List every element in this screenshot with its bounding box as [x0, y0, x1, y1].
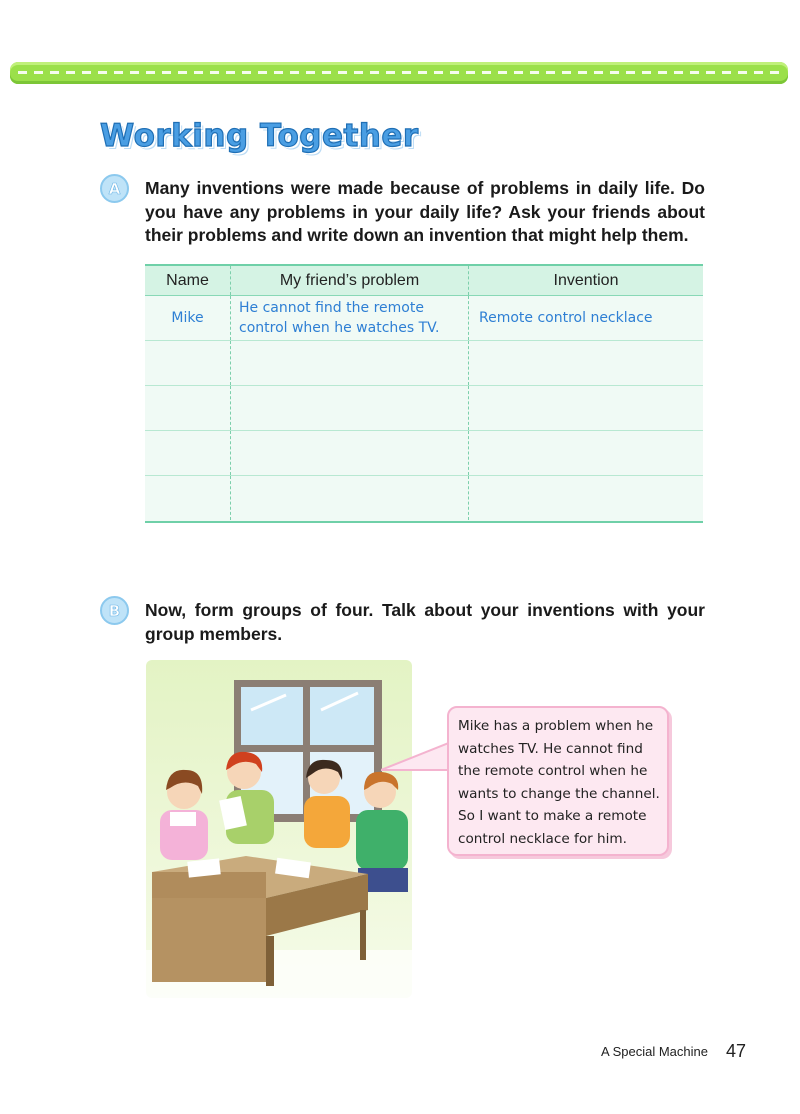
speech-bubble: [447, 706, 669, 856]
problem-cell[interactable]: [231, 476, 469, 520]
table-row: [145, 296, 703, 341]
student-girl: [160, 770, 208, 860]
example-name: Mike: [145, 296, 231, 340]
invention-cell[interactable]: [469, 341, 703, 385]
table-row[interactable]: [145, 341, 703, 386]
problem-cell[interactable]: [231, 431, 469, 475]
table-row[interactable]: [145, 431, 703, 476]
problem-cell[interactable]: [231, 341, 469, 385]
decorative-stripe: [10, 62, 788, 84]
name-cell[interactable]: [145, 386, 231, 430]
invention-cell[interactable]: [469, 386, 703, 430]
name-cell[interactable]: [145, 431, 231, 475]
header-problem: My friend’s problem: [231, 266, 469, 295]
table-header-row: [145, 266, 703, 296]
header-name: Name: [145, 266, 231, 295]
bubble-line: So I want to make a remote: [458, 808, 647, 824]
invention-cell[interactable]: [469, 431, 703, 475]
table-row[interactable]: [145, 476, 703, 520]
section-b-badge: B: [100, 596, 129, 625]
example-invention: Remote control necklace: [479, 310, 653, 326]
classroom-illustration: [146, 660, 412, 998]
example-problem-line1: He cannot find the remote: [239, 300, 424, 316]
speech-bubble-tail: [381, 740, 451, 790]
bubble-line: the remote control when he: [458, 763, 648, 779]
footer-chapter-title: A Special Machine: [601, 1044, 708, 1059]
header-invention: Invention: [553, 271, 619, 289]
table-row[interactable]: [145, 386, 703, 431]
example-problem-line2: control when he watches TV.: [239, 320, 440, 336]
name-cell[interactable]: [145, 476, 231, 520]
section-a-instruction: Many inventions were made because of problems in daily life. Do you have any problems in your daily life? Ask your friends about their problems and write down an invention that might help them.: [145, 178, 705, 245]
example-problem: [231, 296, 469, 340]
section-b-instruction: Now, form groups of four. Talk about your inventions with your group members.: [145, 600, 705, 644]
section-a-badge: A: [100, 174, 129, 203]
bubble-line: wants to change the channel.: [458, 785, 660, 802]
name-cell[interactable]: [145, 341, 231, 385]
bubble-line: watches TV. He cannot find: [458, 740, 643, 757]
inventions-table: [145, 264, 703, 523]
invention-cell[interactable]: [469, 476, 703, 520]
bubble-line: Mike has a problem when he: [458, 718, 654, 734]
bubble-line: control necklace for him.: [458, 830, 627, 847]
page-title: Working Together: [100, 118, 419, 154]
page-number: 47: [726, 1041, 747, 1061]
problem-cell[interactable]: [231, 386, 469, 430]
